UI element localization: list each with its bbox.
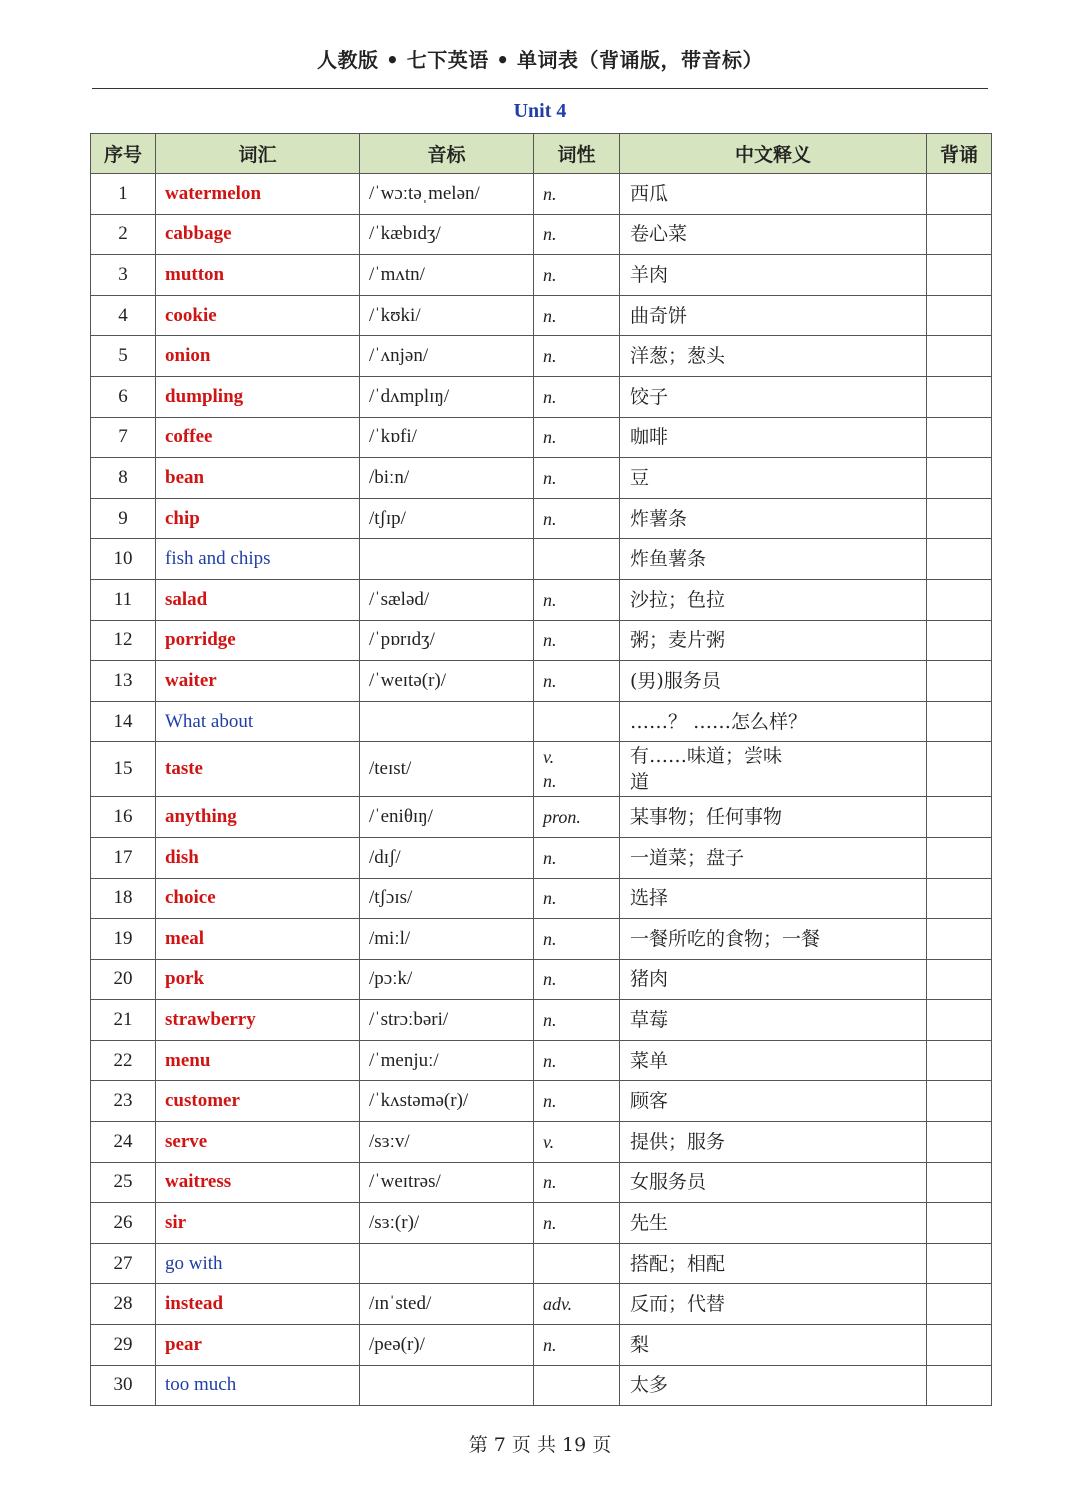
recite-cell (927, 1325, 992, 1366)
row-number: 25 (91, 1162, 156, 1203)
phonetic: /sɜːv/ (360, 1122, 534, 1163)
column-header-word: 词汇 (156, 134, 360, 174)
table-row (91, 797, 992, 838)
vocab-word: cookie (156, 295, 360, 336)
row-number: 15 (91, 742, 156, 797)
chinese-meaning (620, 1162, 927, 1203)
phonetic: /ˈkɒfi/ (360, 417, 534, 458)
table-row (91, 336, 992, 377)
chinese-meaning (620, 620, 927, 661)
part-of-speech: n. (534, 1000, 620, 1041)
part-of-speech (534, 539, 620, 580)
recite-cell (927, 417, 992, 458)
chinese-meaning (620, 214, 927, 255)
part-of-speech: n. (534, 919, 620, 960)
row-number: 2 (91, 214, 156, 255)
row-number: 6 (91, 376, 156, 417)
part-of-speech (534, 742, 620, 797)
chinese-meaning (620, 539, 927, 580)
part-of-speech: adv. (534, 1284, 620, 1325)
part-of-speech: n. (534, 376, 620, 417)
phonetic: /tʃɔɪs/ (360, 878, 534, 919)
row-number: 7 (91, 417, 156, 458)
row-number: 14 (91, 701, 156, 742)
row-number: 23 (91, 1081, 156, 1122)
row-number: 4 (91, 295, 156, 336)
phonetic: /ˈmenjuː/ (360, 1040, 534, 1081)
vocab-word: taste (156, 742, 360, 797)
phonetic: /peə(r)/ (360, 1325, 534, 1366)
chinese-meaning-text: 一餐所吃的食物；一餐 (630, 927, 821, 950)
phonetic: /ˈmʌtn/ (360, 255, 534, 296)
row-number: 10 (91, 539, 156, 580)
chinese-meaning-text: 粥；麦片粥 (630, 629, 726, 652)
vocab-word: dish (156, 837, 360, 878)
row-number: 24 (91, 1122, 156, 1163)
vocab-word: onion (156, 336, 360, 377)
chinese-meaning-text: (男)服务员 (630, 669, 721, 692)
recite-cell (927, 255, 992, 296)
chinese-meaning-text: 某事物；任何事物 (630, 806, 783, 829)
table-row (91, 1000, 992, 1041)
row-number: 1 (91, 174, 156, 215)
recite-cell (927, 661, 992, 702)
recite-cell (927, 1365, 992, 1406)
phonetic: /ˈeniθɪŋ/ (360, 797, 534, 838)
part-of-speech: n. (534, 837, 620, 878)
row-number: 26 (91, 1203, 156, 1244)
row-number: 18 (91, 878, 156, 919)
chinese-meaning-text: 西瓜 (630, 182, 669, 205)
table-row (91, 417, 992, 458)
recite-cell (927, 701, 992, 742)
title-divider (92, 88, 988, 89)
chinese-meaning-text: 草莓 (630, 1009, 669, 1032)
vocab-word: waitress (156, 1162, 360, 1203)
phonetic (360, 701, 534, 742)
chinese-meaning-text: 顾客 (630, 1090, 669, 1113)
chinese-meaning (620, 1122, 927, 1163)
table-row (91, 1284, 992, 1325)
vocab-word: pear (156, 1325, 360, 1366)
table-row (91, 1243, 992, 1284)
table-row (91, 878, 992, 919)
vocab-word: menu (156, 1040, 360, 1081)
row-number: 11 (91, 579, 156, 620)
chinese-meaning (620, 959, 927, 1000)
recite-cell (927, 1243, 992, 1284)
chinese-meaning-text: 猪肉 (630, 968, 669, 991)
row-number: 30 (91, 1365, 156, 1406)
vocab-word: salad (156, 579, 360, 620)
chinese-meaning (620, 919, 927, 960)
part-of-speech: n. (534, 174, 620, 215)
row-number: 5 (91, 336, 156, 377)
table-row (91, 1122, 992, 1163)
table-row (91, 579, 992, 620)
chinese-meaning-text: 反而；代替 (630, 1293, 726, 1316)
chinese-meaning-text: 饺子 (630, 385, 669, 408)
chinese-meaning (620, 1000, 927, 1041)
chinese-meaning-text: 豆 (630, 466, 650, 489)
phonetic: /ˈkʊki/ (360, 295, 534, 336)
table-body (91, 174, 992, 1406)
part-of-speech: n. (534, 498, 620, 539)
chinese-meaning-text: 有……味道；尝味道 (630, 745, 783, 794)
vocab-word: sir (156, 1203, 360, 1244)
recite-cell (927, 1000, 992, 1041)
part-of-speech: pron. (534, 797, 620, 838)
part-of-speech-line: n. (543, 771, 557, 792)
recite-cell (927, 1162, 992, 1203)
chinese-meaning (620, 742, 927, 797)
chinese-meaning (620, 336, 927, 377)
part-of-speech: n. (534, 458, 620, 499)
recite-cell (927, 797, 992, 838)
table-row (91, 1162, 992, 1203)
phonetic: /biːn/ (360, 458, 534, 499)
vocab-word: What about (156, 701, 360, 742)
column-header-number: 序号 (91, 134, 156, 174)
vocab-word: cabbage (156, 214, 360, 255)
part-of-speech: n. (534, 1325, 620, 1366)
phonetic (360, 539, 534, 580)
phonetic: /ˈkæbɪdʒ/ (360, 214, 534, 255)
recite-cell (927, 1284, 992, 1325)
phonetic: /ˈpɒrɪdʒ/ (360, 620, 534, 661)
table-row (91, 214, 992, 255)
row-number: 29 (91, 1325, 156, 1366)
phonetic: /pɔːk/ (360, 959, 534, 1000)
chinese-meaning (620, 579, 927, 620)
recite-cell (927, 1122, 992, 1163)
phonetic: /sɜː(r)/ (360, 1203, 534, 1244)
vocab-word: dumpling (156, 376, 360, 417)
row-number: 12 (91, 620, 156, 661)
row-number: 17 (91, 837, 156, 878)
row-number: 16 (91, 797, 156, 838)
row-number: 8 (91, 458, 156, 499)
chinese-meaning (620, 1243, 927, 1284)
chinese-meaning-text: 咖啡 (630, 426, 669, 449)
recite-cell (927, 376, 992, 417)
vocab-word: pork (156, 959, 360, 1000)
chinese-meaning (620, 837, 927, 878)
chinese-meaning-text: ……？ ……怎么样？ (630, 710, 808, 733)
chinese-meaning (620, 701, 927, 742)
chinese-meaning (620, 1284, 927, 1325)
table-row (91, 1040, 992, 1081)
chinese-meaning-text: 梨 (630, 1333, 650, 1356)
vocab-word: instead (156, 1284, 360, 1325)
vocab-word: coffee (156, 417, 360, 458)
recite-cell (927, 742, 992, 797)
vocab-word: customer (156, 1081, 360, 1122)
table-row (91, 837, 992, 878)
part-of-speech (534, 701, 620, 742)
chinese-meaning (620, 1203, 927, 1244)
row-number: 28 (91, 1284, 156, 1325)
vocab-word: too much (156, 1365, 360, 1406)
chinese-meaning-text: 洋葱；葱头 (630, 345, 726, 368)
row-number: 27 (91, 1243, 156, 1284)
chinese-meaning (620, 255, 927, 296)
table-row (91, 295, 992, 336)
phonetic: /ˈwɔːtəˌmelən/ (360, 174, 534, 215)
table-row (91, 661, 992, 702)
chinese-meaning (620, 1325, 927, 1366)
chinese-meaning-text: 先生 (630, 1212, 669, 1235)
part-of-speech: n. (534, 1162, 620, 1203)
part-of-speech (534, 1365, 620, 1406)
phonetic: /ˈdʌmplɪŋ/ (360, 376, 534, 417)
phonetic: /ˈweɪtrəs/ (360, 1162, 534, 1203)
phonetic: /ɪnˈsted/ (360, 1284, 534, 1325)
table-row (91, 376, 992, 417)
recite-cell (927, 458, 992, 499)
unit-title: Unit 4 (513, 100, 567, 122)
row-number: 19 (91, 919, 156, 960)
part-of-speech: n. (534, 878, 620, 919)
row-number: 20 (91, 959, 156, 1000)
recite-cell (927, 579, 992, 620)
recite-cell (927, 1081, 992, 1122)
part-of-speech: n. (534, 214, 620, 255)
vocab-word: waiter (156, 661, 360, 702)
table-row (91, 919, 992, 960)
chinese-meaning-text: 提供；服务 (630, 1130, 726, 1153)
phonetic (360, 1243, 534, 1284)
chinese-meaning-text: 炸鱼薯条 (630, 548, 707, 571)
table-row (91, 620, 992, 661)
part-of-speech: n. (534, 661, 620, 702)
chinese-meaning-text: 菜单 (630, 1049, 669, 1072)
phonetic: /dɪʃ/ (360, 837, 534, 878)
vocab-word: anything (156, 797, 360, 838)
recite-cell (927, 295, 992, 336)
recite-cell (927, 620, 992, 661)
column-header-recite: 背诵 (927, 134, 992, 174)
phonetic: /ˈweɪtə(r)/ (360, 661, 534, 702)
part-of-speech: n. (534, 620, 620, 661)
page-number: 第 7 页 共 19 页 (468, 1434, 612, 1456)
part-of-speech-line: v. (543, 747, 555, 768)
phonetic (360, 1365, 534, 1406)
part-of-speech: n. (534, 959, 620, 1000)
chinese-meaning-text: 女服务员 (630, 1171, 707, 1194)
vocab-word: watermelon (156, 174, 360, 215)
recite-cell (927, 1040, 992, 1081)
vocab-word: serve (156, 1122, 360, 1163)
recite-cell (927, 919, 992, 960)
table-row (91, 1203, 992, 1244)
part-of-speech: n. (534, 579, 620, 620)
table-row (91, 458, 992, 499)
part-of-speech (534, 1243, 620, 1284)
table-row (91, 1365, 992, 1406)
chinese-meaning (620, 1040, 927, 1081)
recite-cell (927, 498, 992, 539)
recite-cell (927, 174, 992, 215)
recite-cell (927, 1203, 992, 1244)
vocab-word: strawberry (156, 1000, 360, 1041)
recite-cell (927, 959, 992, 1000)
table-row (91, 539, 992, 580)
chinese-meaning (620, 797, 927, 838)
phonetic: /ˈʌnjən/ (360, 336, 534, 377)
chinese-meaning (620, 1081, 927, 1122)
recite-cell (927, 214, 992, 255)
chinese-meaning-text: 羊肉 (630, 263, 669, 286)
table-row (91, 701, 992, 742)
chinese-meaning-text: 选择 (630, 887, 669, 910)
recite-cell (927, 837, 992, 878)
table-row (91, 498, 992, 539)
chinese-meaning-text: 卷心菜 (630, 223, 688, 246)
part-of-speech: v. (534, 1122, 620, 1163)
row-number: 3 (91, 255, 156, 296)
chinese-meaning-text: 曲奇饼 (630, 304, 688, 327)
recite-cell (927, 336, 992, 377)
vocab-word: meal (156, 919, 360, 960)
table-row (91, 959, 992, 1000)
row-number: 21 (91, 1000, 156, 1041)
vocab-word: porridge (156, 620, 360, 661)
vocab-word: fish and chips (156, 539, 360, 580)
table-row (91, 1081, 992, 1122)
table-row (91, 255, 992, 296)
chinese-meaning (620, 376, 927, 417)
phonetic: /teɪst/ (360, 742, 534, 797)
chinese-meaning (620, 174, 927, 215)
table-header-row (91, 134, 992, 174)
recite-cell (927, 539, 992, 580)
chinese-meaning (620, 661, 927, 702)
vocab-word: bean (156, 458, 360, 499)
recite-cell (927, 878, 992, 919)
table-row (91, 742, 992, 797)
vocabulary-table (90, 133, 992, 1406)
row-number: 9 (91, 498, 156, 539)
part-of-speech: n. (534, 417, 620, 458)
chinese-meaning-text: 一道菜；盘子 (630, 846, 745, 869)
chinese-meaning-text: 搭配；相配 (630, 1252, 726, 1275)
table-row (91, 1325, 992, 1366)
part-of-speech: n. (534, 336, 620, 377)
chinese-meaning-text: 沙拉；色拉 (630, 588, 726, 611)
document-title: 人教版 • 七下英语 • 单词表（背诵版，带音标） (317, 48, 763, 72)
chinese-meaning (620, 498, 927, 539)
chinese-meaning-text: 太多 (630, 1374, 669, 1397)
part-of-speech: n. (534, 1081, 620, 1122)
vocab-word: mutton (156, 255, 360, 296)
row-number: 22 (91, 1040, 156, 1081)
part-of-speech: n. (534, 1040, 620, 1081)
column-header-chinese-meaning: 中文释义 (620, 134, 927, 174)
chinese-meaning (620, 417, 927, 458)
column-header-part-of-speech: 词性 (534, 134, 620, 174)
phonetic: /ˈstrɔːbəri/ (360, 1000, 534, 1041)
phonetic: /ˈsæləd/ (360, 579, 534, 620)
chinese-meaning-text: 炸薯条 (630, 507, 688, 530)
phonetic: /tʃɪp/ (360, 498, 534, 539)
part-of-speech: n. (534, 1203, 620, 1244)
table-row (91, 174, 992, 215)
chinese-meaning (620, 878, 927, 919)
vocab-word: choice (156, 878, 360, 919)
vocab-word: go with (156, 1243, 360, 1284)
chinese-meaning (620, 1365, 927, 1406)
part-of-speech: n. (534, 255, 620, 296)
phonetic: /miːl/ (360, 919, 534, 960)
chinese-meaning (620, 458, 927, 499)
vocab-word: chip (156, 498, 360, 539)
row-number: 13 (91, 661, 156, 702)
chinese-meaning (620, 295, 927, 336)
part-of-speech: n. (534, 295, 620, 336)
column-header-phonetic: 音标 (360, 134, 534, 174)
phonetic: /ˈkʌstəmə(r)/ (360, 1081, 534, 1122)
